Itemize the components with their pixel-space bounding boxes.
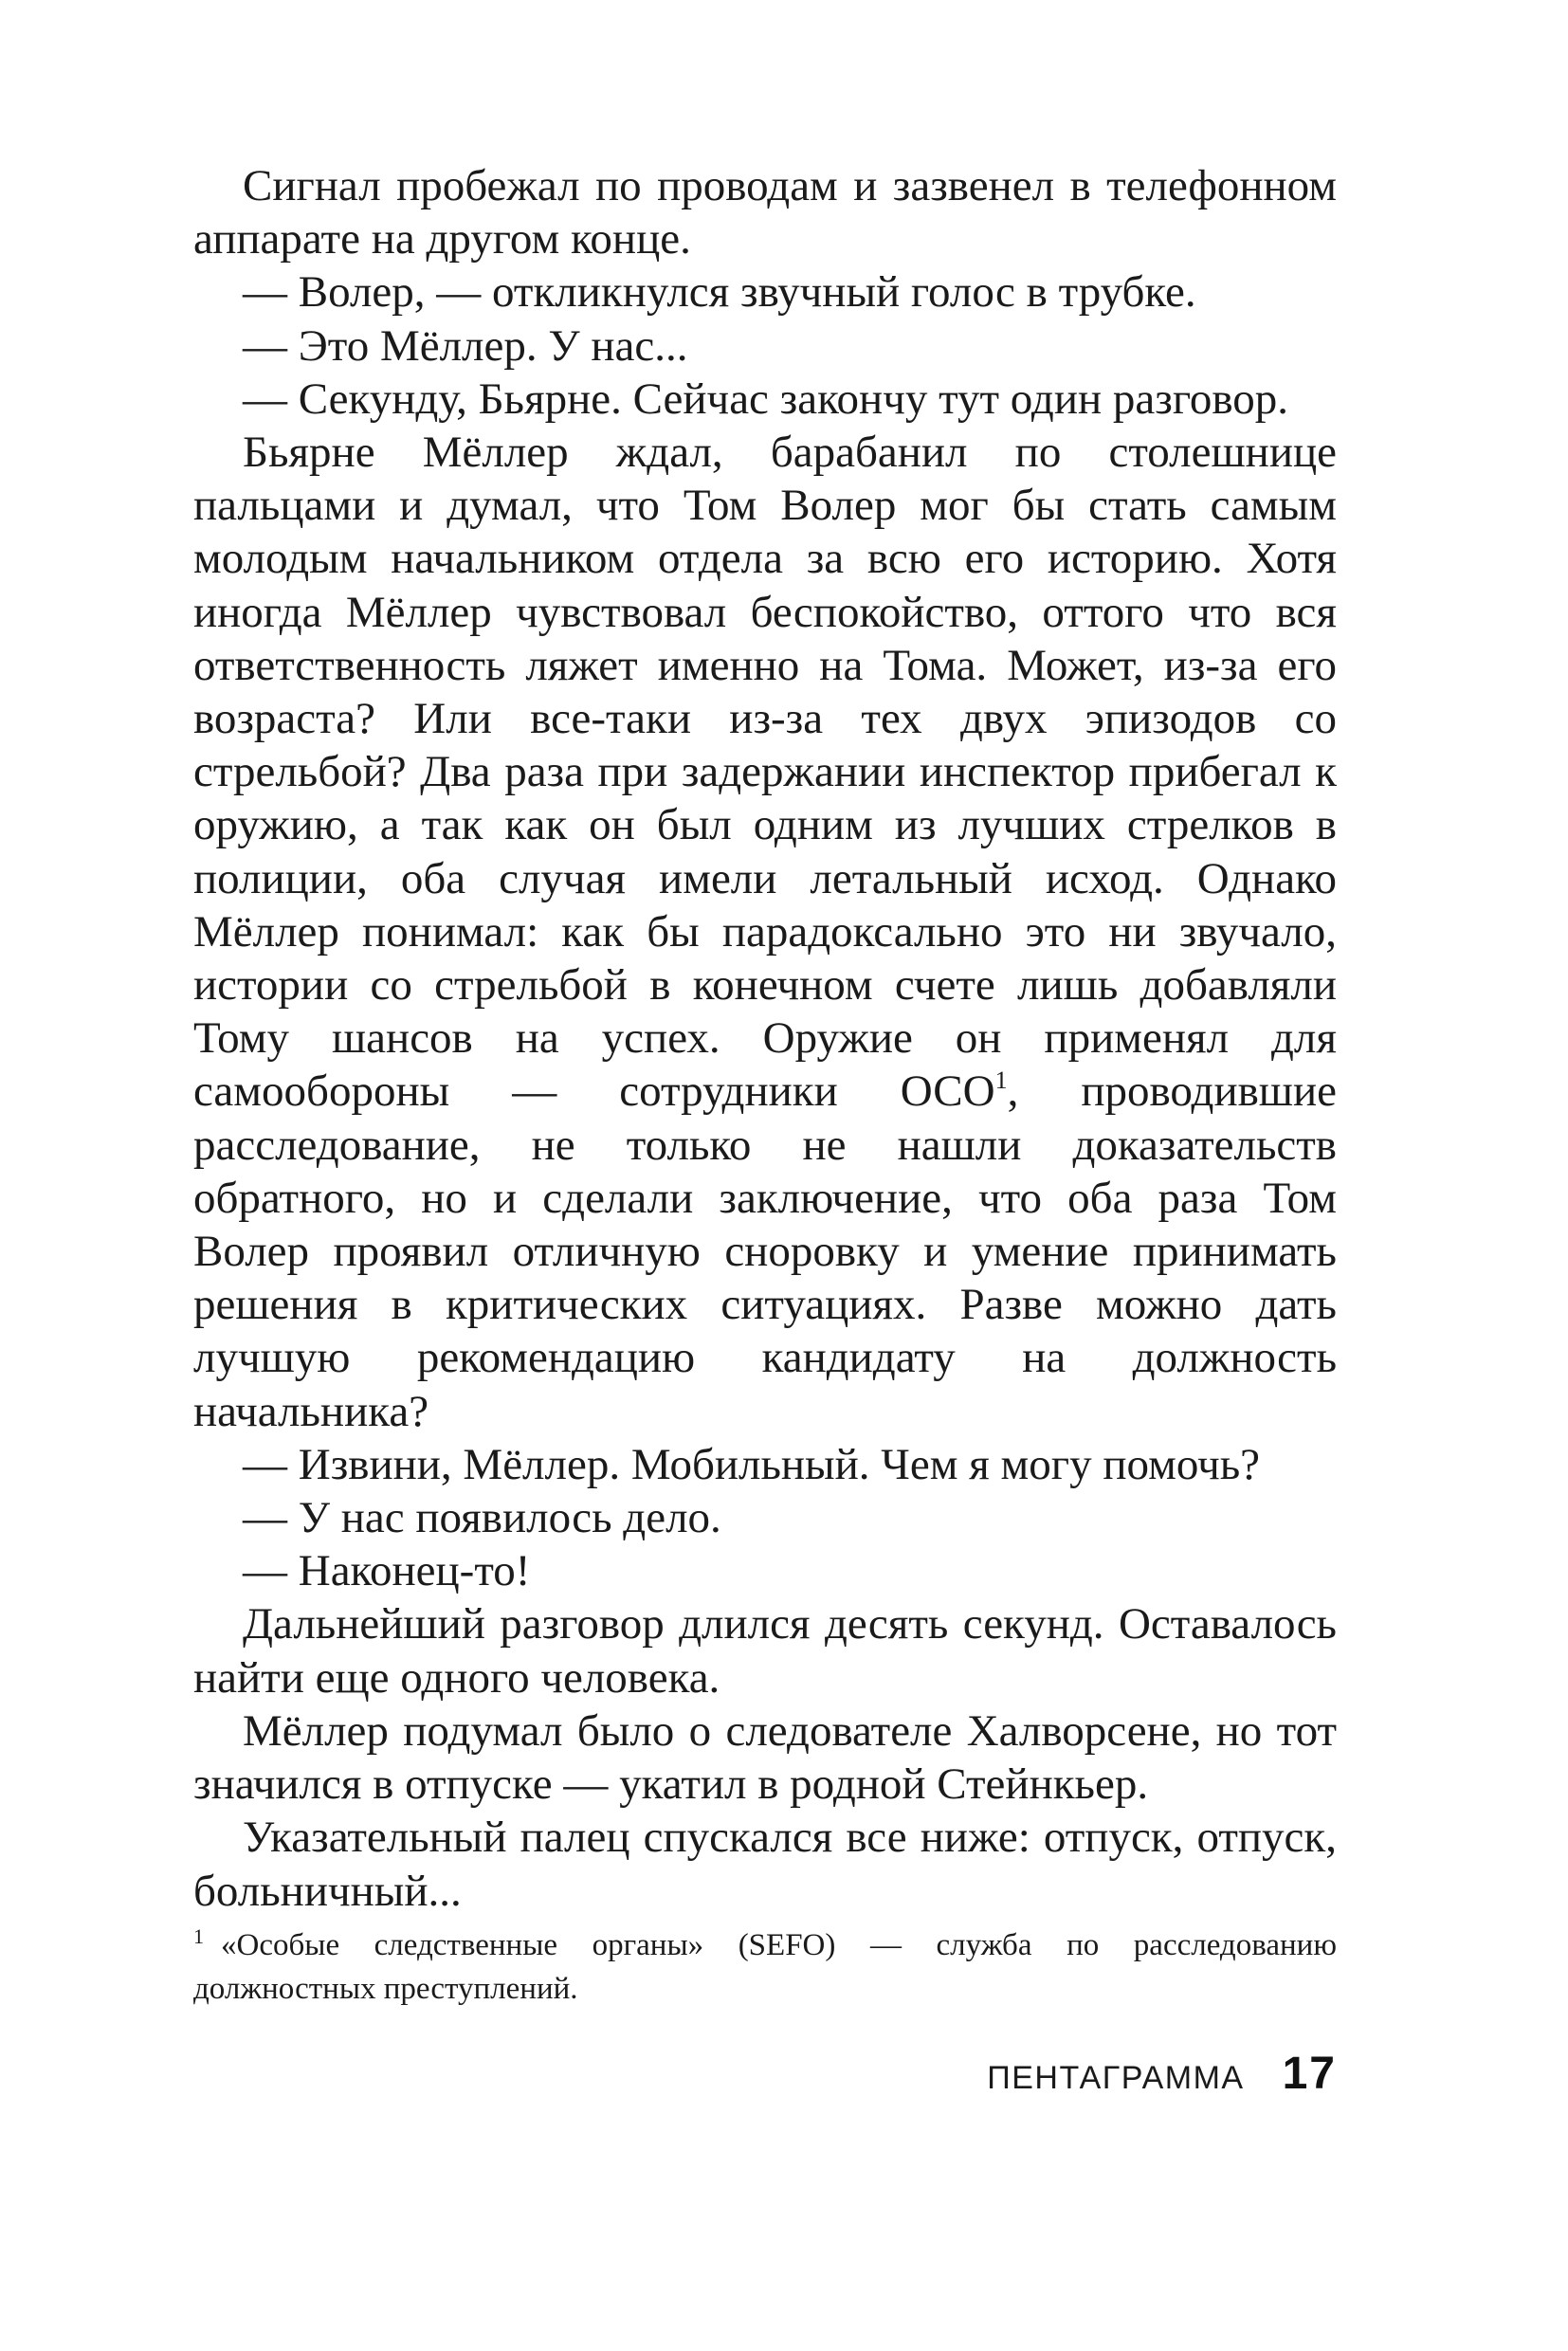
paragraph: — Секунду, Бьярне. Сейчас закончу тут один разговор. (243, 374, 1289, 424)
paragraph-text-continued: , проводившие расследование, не только не нашли доказательств обратного, но и сделали заключение, что оба раза Том Волер проявил отличную сноровку и умение принимать решения в критических ситуациях. Разве можно дать лучшую рекомендацию кандидату на должность начальника? (193, 1066, 1337, 1436)
running-footer (987, 2048, 1337, 2100)
footnote-text: «Особые следственные органы» (SEFO) — служба по расследованию должностных преступлений. (193, 1928, 1337, 2006)
page-number: 17 (1282, 2049, 1337, 2099)
footnote-number: 1 (193, 1924, 204, 1948)
paragraph: — Извини, Мёллер. Мобильный. Чем я могу помочь? (243, 1439, 1261, 1489)
paragraph: — Волер, — откликнулся звучный голос в трубке. (243, 267, 1196, 318)
footnote-reference: 1 (994, 1066, 1008, 1095)
footnote (193, 1923, 1337, 2011)
paragraph: — Наконец-то! (243, 1546, 531, 1596)
main-text (193, 159, 1337, 1918)
paragraph: — У нас появилось дело. (243, 1493, 721, 1543)
paragraph-with-footnote (193, 426, 1337, 1438)
paragraph: Сигнал пробежал по проводам и зазвенел в телефонном аппарате на другом конце. (193, 161, 1337, 264)
paragraph-text: Бьярне Мёллер ждал, барабанил по столешнице пальцами и думал, что Том Волер мог бы стать самым молодым начальником отдела за всю его историю. Хотя иногда Мёллер чувствовал беспокойство, оттого что вся ответственность ляжет именно на Тома. Может, из-за его возраста? Или все-таки из-за тех двух эпизодов со стрельбой? Два раза при задержании инспектор прибегал к оружию, а так как он был одним из лучших стрелков в полиции, оба случая имели летальный исход. Однако Мёллер понимал: как бы парадоксально это ни звучало, истории со стрельбой в конечном счете лишь добавляли Тому шансов на успех. Оружие он применял для самообороны — сотрудники ОСО (193, 428, 1337, 1117)
paragraph: — Это Мёллер. У нас... (243, 320, 688, 371)
book-title: ПЕНТАГРАММА (987, 2060, 1245, 2096)
paragraph: Указательный палец спускался все ниже: отпуск, отпуск, больничный... (193, 1813, 1337, 1916)
paragraph: Мёллер подумал было о следователе Халворсене, но тот значился в отпуске — укатил в родной Стейнкьер. (193, 1705, 1337, 1810)
paragraph: Дальнейший разговор длился десять секунд. Оставалось найти еще одного человека. (193, 1599, 1337, 1703)
